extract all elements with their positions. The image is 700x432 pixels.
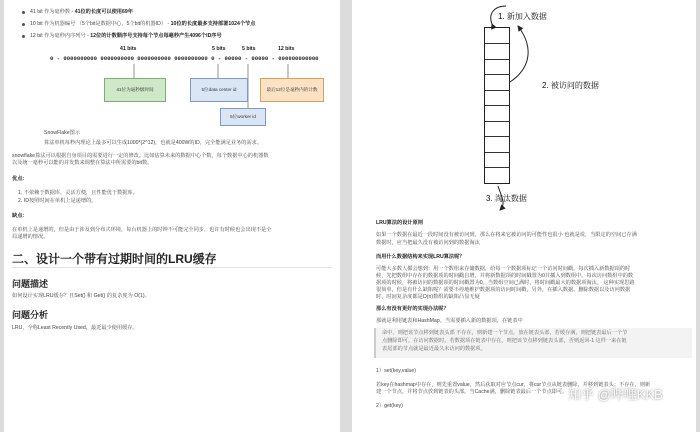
left-document-page [4, 0, 340, 432]
watermark: 知乎 @哔哩KKB [568, 387, 663, 402]
item-set-desc: 若key在hashmap中存在，则先重置value，然后获取对应节点cur，将cur节点从链表删除，并移到链表头；不存在，则新 [376, 382, 651, 388]
quote-line: 命中，则把该节点移到链表头部 不存在，则新建一个节点，放在链表头部，若缓存满，则把链表最后一个节 [382, 330, 628, 336]
figure-caption: SnowFlake图示 [44, 130, 81, 136]
bullet-sequence: 12 bit 作为毫秒内序列号 - 12位的计数顺序号支持每个节点每毫秒产生4096个ID序号 [30, 33, 222, 39]
snowflake-connectors [4, 0, 340, 130]
advantage-item: 2. ID按照时间在单机上是递增的。 [18, 198, 97, 204]
s1-title: LRU算法的设计原则 [376, 220, 423, 226]
customize-paragraph-line2: 以及统一毫秒可以能的并发数来调整在算法中所需要的bit数。 [12, 160, 153, 166]
quote-block [374, 328, 692, 358]
capacity-paragraph: 算法单机每秒内理论上最多可以生成1000*(2^12)，也就是400W的ID，完全能满足业务的需求。 [44, 140, 263, 146]
s2-line: 时，时间复杂度都是O(n)数组的缺陷凸显无疑 [376, 294, 480, 300]
item-get: 2）get(key) [376, 403, 403, 409]
problem-title: 问题描述 [12, 279, 49, 289]
advantage-item: 1. 不依赖于数据库，灵活方便，且性能优于数据库。 [18, 190, 138, 196]
advantages-title: 优点: [12, 176, 25, 182]
label-new-data: 1. 新加入数据 [498, 12, 547, 21]
label-5-bits-b: 5 bits [242, 46, 256, 52]
s2-title: 而用什么数据结构来实现LRU算法呢？ [376, 254, 465, 260]
disadvantages-line2: 局递增的情况。 [12, 234, 49, 240]
section-divider [12, 267, 332, 268]
label-12-bits: 12 bits [278, 46, 295, 52]
worker-box: 5位worker id [220, 108, 266, 126]
label-accessed-data: 2. 被访问的数据 [542, 81, 599, 90]
item-set: 1）set(key,value) [376, 368, 416, 374]
label-evict-data: 3. 淘汰数据 [486, 194, 527, 203]
bullet-timestamp: 41 bit 作为毫秒数 - 41位的长度可以使用69年 [30, 9, 133, 15]
label-5-bits-a: 5 bits [212, 46, 226, 52]
bullet-machine-id: 10 bit 作为机器编号 （5个bit是数据中心，5个bit的机器ID） - 10位的长度最多支持部署1024个节点 [30, 21, 256, 27]
s2-line: 候，先把数组中存在的数据项的时间戳自增，并将新数据项的时间戳置为0并插入到数组中。每次访问数组中的数 [376, 273, 634, 279]
s2-line: 很简单，但是有什么缺陷呢？需要不停地维护数据项的访问时间戳，另外，在插入数据、删除数据以及访问数据 [376, 287, 631, 293]
s2-line: 据项的时候，将被访问的数据项的时间戳置为0。当数组空间已满时，将时间戳最大的数据项淘汰。 这种实现思路 [376, 280, 635, 286]
s3-text: 那就是利用链表和HashMap。当需要插入新的数据项，在链表中 [376, 318, 523, 324]
sequence-box: 最后12位是毫秒内的计数 [260, 78, 324, 102]
quote-line: 表尾部的节点就是最近最久未访问的数据项。 [382, 346, 486, 352]
section-title-lru: 二、设计一个带有过期时间的LRU缓存 [12, 252, 217, 266]
item-set-desc2: 建一个节点，并将节点放到链表的头部。当Cache满，删除链表最后一个节点即可。 [376, 389, 568, 395]
timestamp-box: 41位为毫秒级时间 [104, 78, 166, 102]
bit-string: 0 - 0000000000 0000000000 0000000000 0000000000 0 - 00000 - 00000 - 000000000000 [50, 55, 319, 62]
right-document-page [352, 0, 696, 432]
analysis-text: LRU，全称Least Recently Used，最近最少使用缓存。 [12, 325, 138, 331]
datacenter-box: 5位data center id [190, 78, 248, 102]
s1-line1: 如果一个数据在最近一段时间没有被访问到，那么在将来它被访问的可能性也很小 也就是说，当限定的空间已存满 [376, 232, 637, 238]
lru-arrows [352, 0, 696, 215]
analysis-title: 问题分析 [12, 310, 49, 320]
s2-line: 可能大多数人都会想到：用一个数组来存储数据，给每一个数据项标记一个访问时间戳，每次插入新数据项的时 [376, 266, 631, 272]
label-41-bits: 41 bits [120, 46, 137, 52]
customize-paragraph-line1: snowflake算法可以根据自身项目的需要进行一定的修改。比如估算未来的数据中心个数，每个数据中心的机器数 [12, 153, 269, 159]
disadvantages-line1: 在单机上是递增的，但是由于涉及到分布式环境，每台机器上的时钟不可能完全同步，也许有时候也会出现不是全 [12, 227, 272, 233]
s3-title: 那么有没有更好的实现办法呢？ [376, 306, 449, 312]
quote-line: 点删除即可。在访问数据时，若数据项在链表中存在，则把该节点移到链表头部，否则返回-1 这样一来在链 [382, 338, 627, 344]
disadvantages-title: 缺点: [12, 213, 25, 219]
problem-text: 如何设计实现LRU缓存？且Set() 和 Get() 的复杂度为 O(1)。 [12, 293, 150, 299]
s1-line2: 数据时，应当把最久没有被访问到的数据淘汰 [376, 240, 480, 246]
